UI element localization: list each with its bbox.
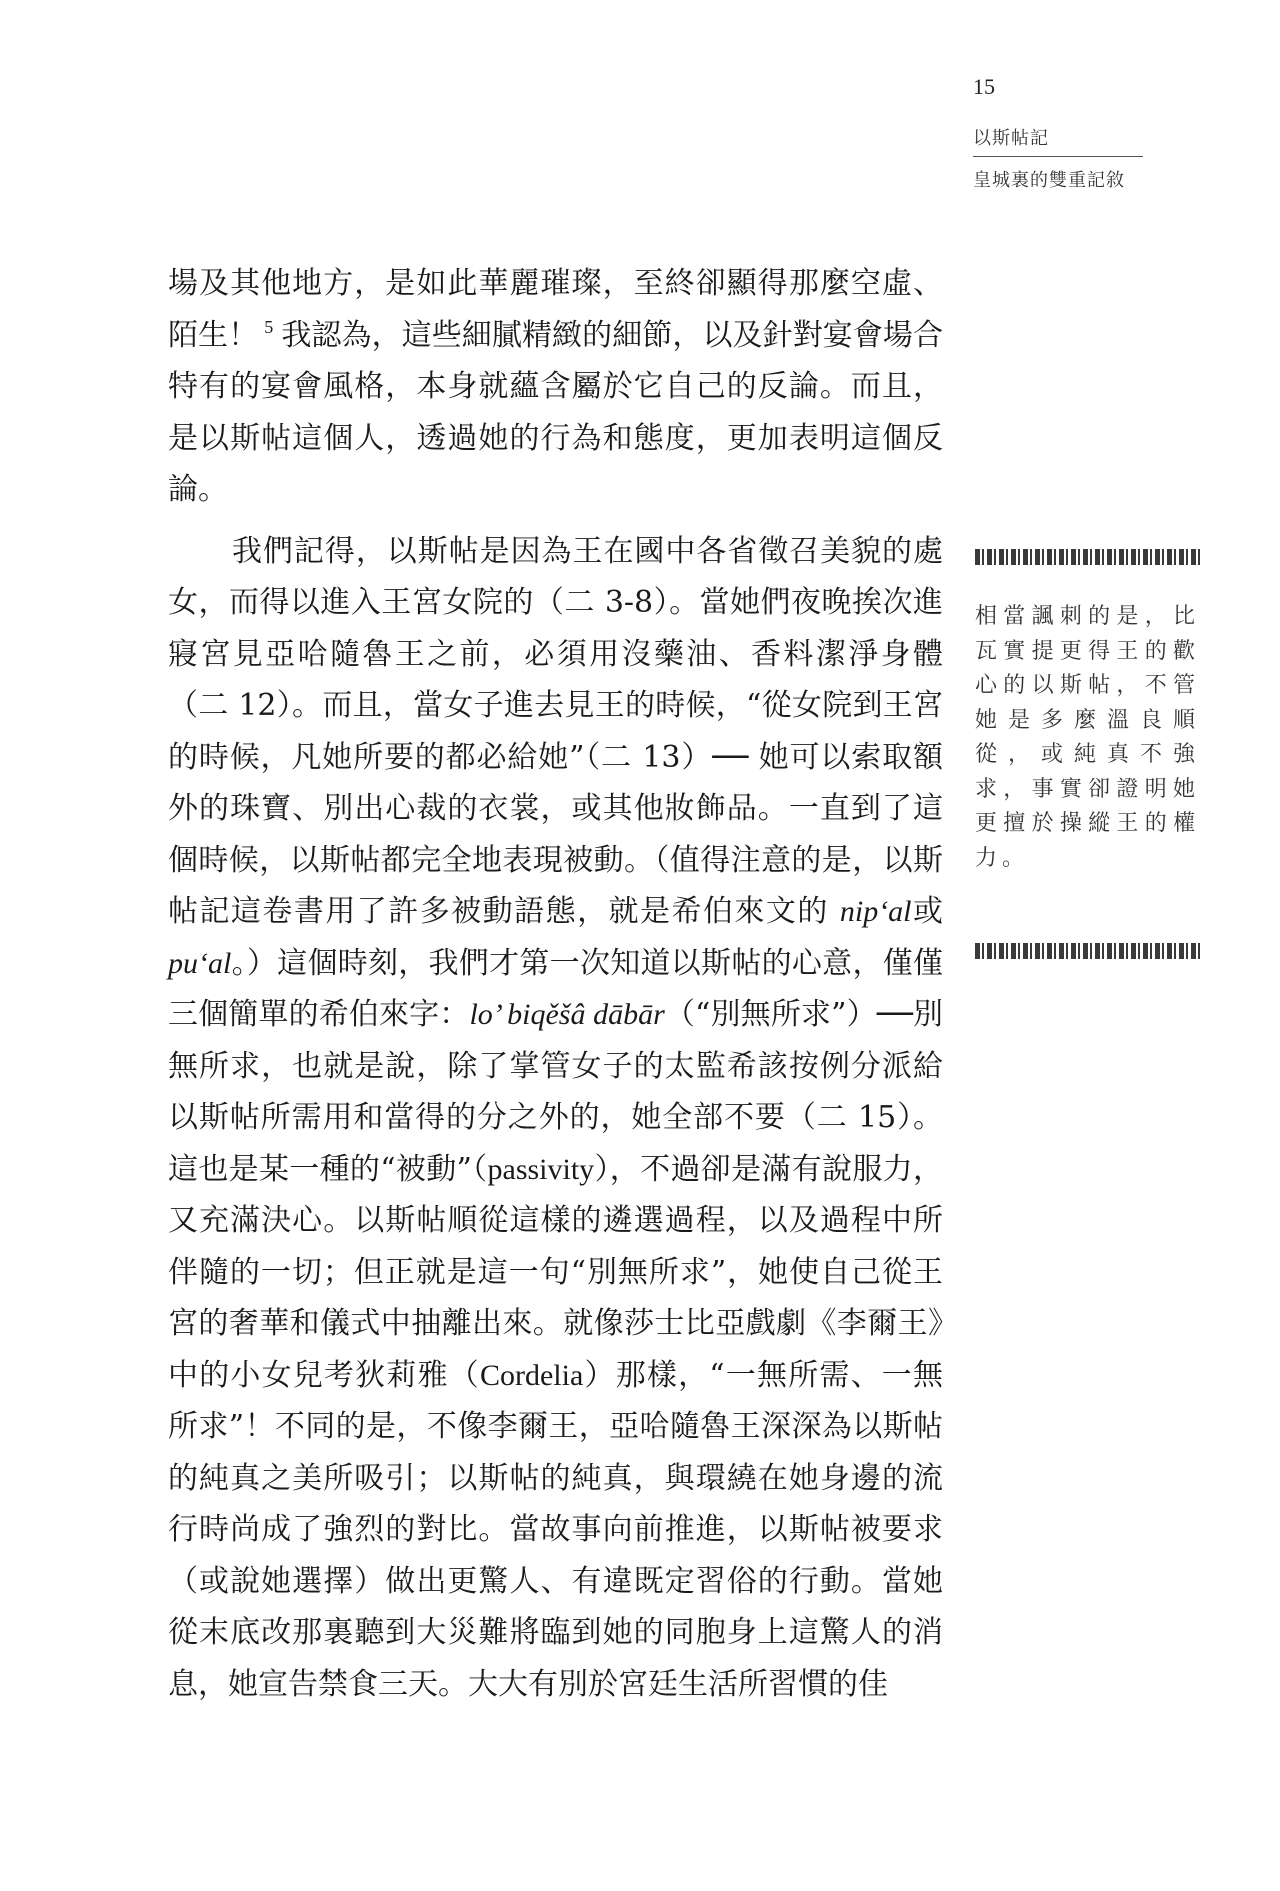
running-title: 以斯帖記 <box>973 128 1049 149</box>
paragraph-2 <box>168 526 943 1711</box>
term-pual: pu‘al <box>168 946 232 980</box>
term-hebrew: lo’ biqěšâ dābār <box>469 998 665 1031</box>
paragraph-2-or: 或 <box>911 894 943 929</box>
term-passivity: passivity <box>487 1152 595 1186</box>
paragraph-2-text-d: ），不過卻是滿有說服力，又充滿決心。以斯帖順從這樣的遴選過程，以及過程中所伴隨的一切；但正就是這一句“別無所求”，她使自己從王宮的奢華和儀式中抽離出來。就像莎士比亞戲劇《李爾王》中的小女兒考狄莉雅（ <box>168 1151 943 1393</box>
footnote-marker: 5 <box>264 316 274 337</box>
paragraph-2-text-c: （“別無所求”）──別無所求，也就是說，除了掌管女子的太監希該按例分派給以斯帖所需用和當得的分之外的，她全部不要（二 15）。這也是某一種的“被動”（ <box>168 997 944 1187</box>
paragraph-2-text-b: 。）這個時刻，我們才第一次知道以斯帖的心意，僅僅三個簡單的希伯來字： <box>168 945 943 1032</box>
paragraph-1-text-a: 場及其他地方，是如此華麗璀璨，至終卻顯得那麼空虛、陌生！ <box>168 266 943 353</box>
pull-quote: 相當諷刺的是，比瓦實提更得王的歡心的以斯帖，不管她是多麼溫良順從，或純真不強求，事實卻證明她更擅於操縱王的權力。 <box>975 604 1200 871</box>
paragraph-2-text-a: 我們記得，以斯帖是因為王在國中各省徵召美貌的處女，而得以進入王宮女院的（二 3-8）。當她們夜晚挨次進寢宮見亞哈隨魯王之前，必須用沒藥油、香料潔淨身體（二 12）。而且，當女子進去見王的時候，“從女院到王宮的時候，凡她所要的都必給她”（二 13）── 她可以索取額外的珠寶、別出心裁的衣裳，或其他妝飾品。一直到了這個時候，以斯帖都完全地表現被動。（值得注意的是，以斯帖記這卷書用了許多被動語態，就是希伯來文的 <box>168 533 943 929</box>
running-rule <box>973 156 1143 157</box>
main-text-column <box>168 258 943 1720</box>
page-number: 15 <box>973 74 995 99</box>
term-nipal: nip‘al <box>839 895 912 928</box>
paragraph-1 <box>168 258 943 516</box>
pull-quote-bottom-bar <box>975 943 1200 959</box>
paragraph-1-text-b: 我認為，這些細膩精緻的細節，以及針對宴會場合特有的宴會風格，本身就蘊含屬於它自己的反論。而且，是以斯帖這個人，透過她的行為和態度，更加表明這個反論。 <box>168 317 944 507</box>
running-subtitle: 皇城裏的雙重記敘 <box>973 170 1125 191</box>
term-cordelia: Cordelia <box>479 1358 584 1392</box>
pull-quote-top-bar <box>975 549 1200 565</box>
paragraph-2-text-e: ）那樣，“一無所需、一無所求”！不同的是，不像李爾王，亞哈隨魯王深深為以斯帖的純真之美所吸引；以斯帖的純真，與環繞在她身邊的流行時尚成了強烈的對比。當故事向前推進，以斯帖被要求（或說她選擇）做出更驚人、有違既定習俗的行動。當她從末底改那裏聽到大災難將臨到她的同胞身上這驚人的消息，她宣告禁食三天。大大有別於宮廷生活所習慣的佳 <box>168 1357 944 1702</box>
